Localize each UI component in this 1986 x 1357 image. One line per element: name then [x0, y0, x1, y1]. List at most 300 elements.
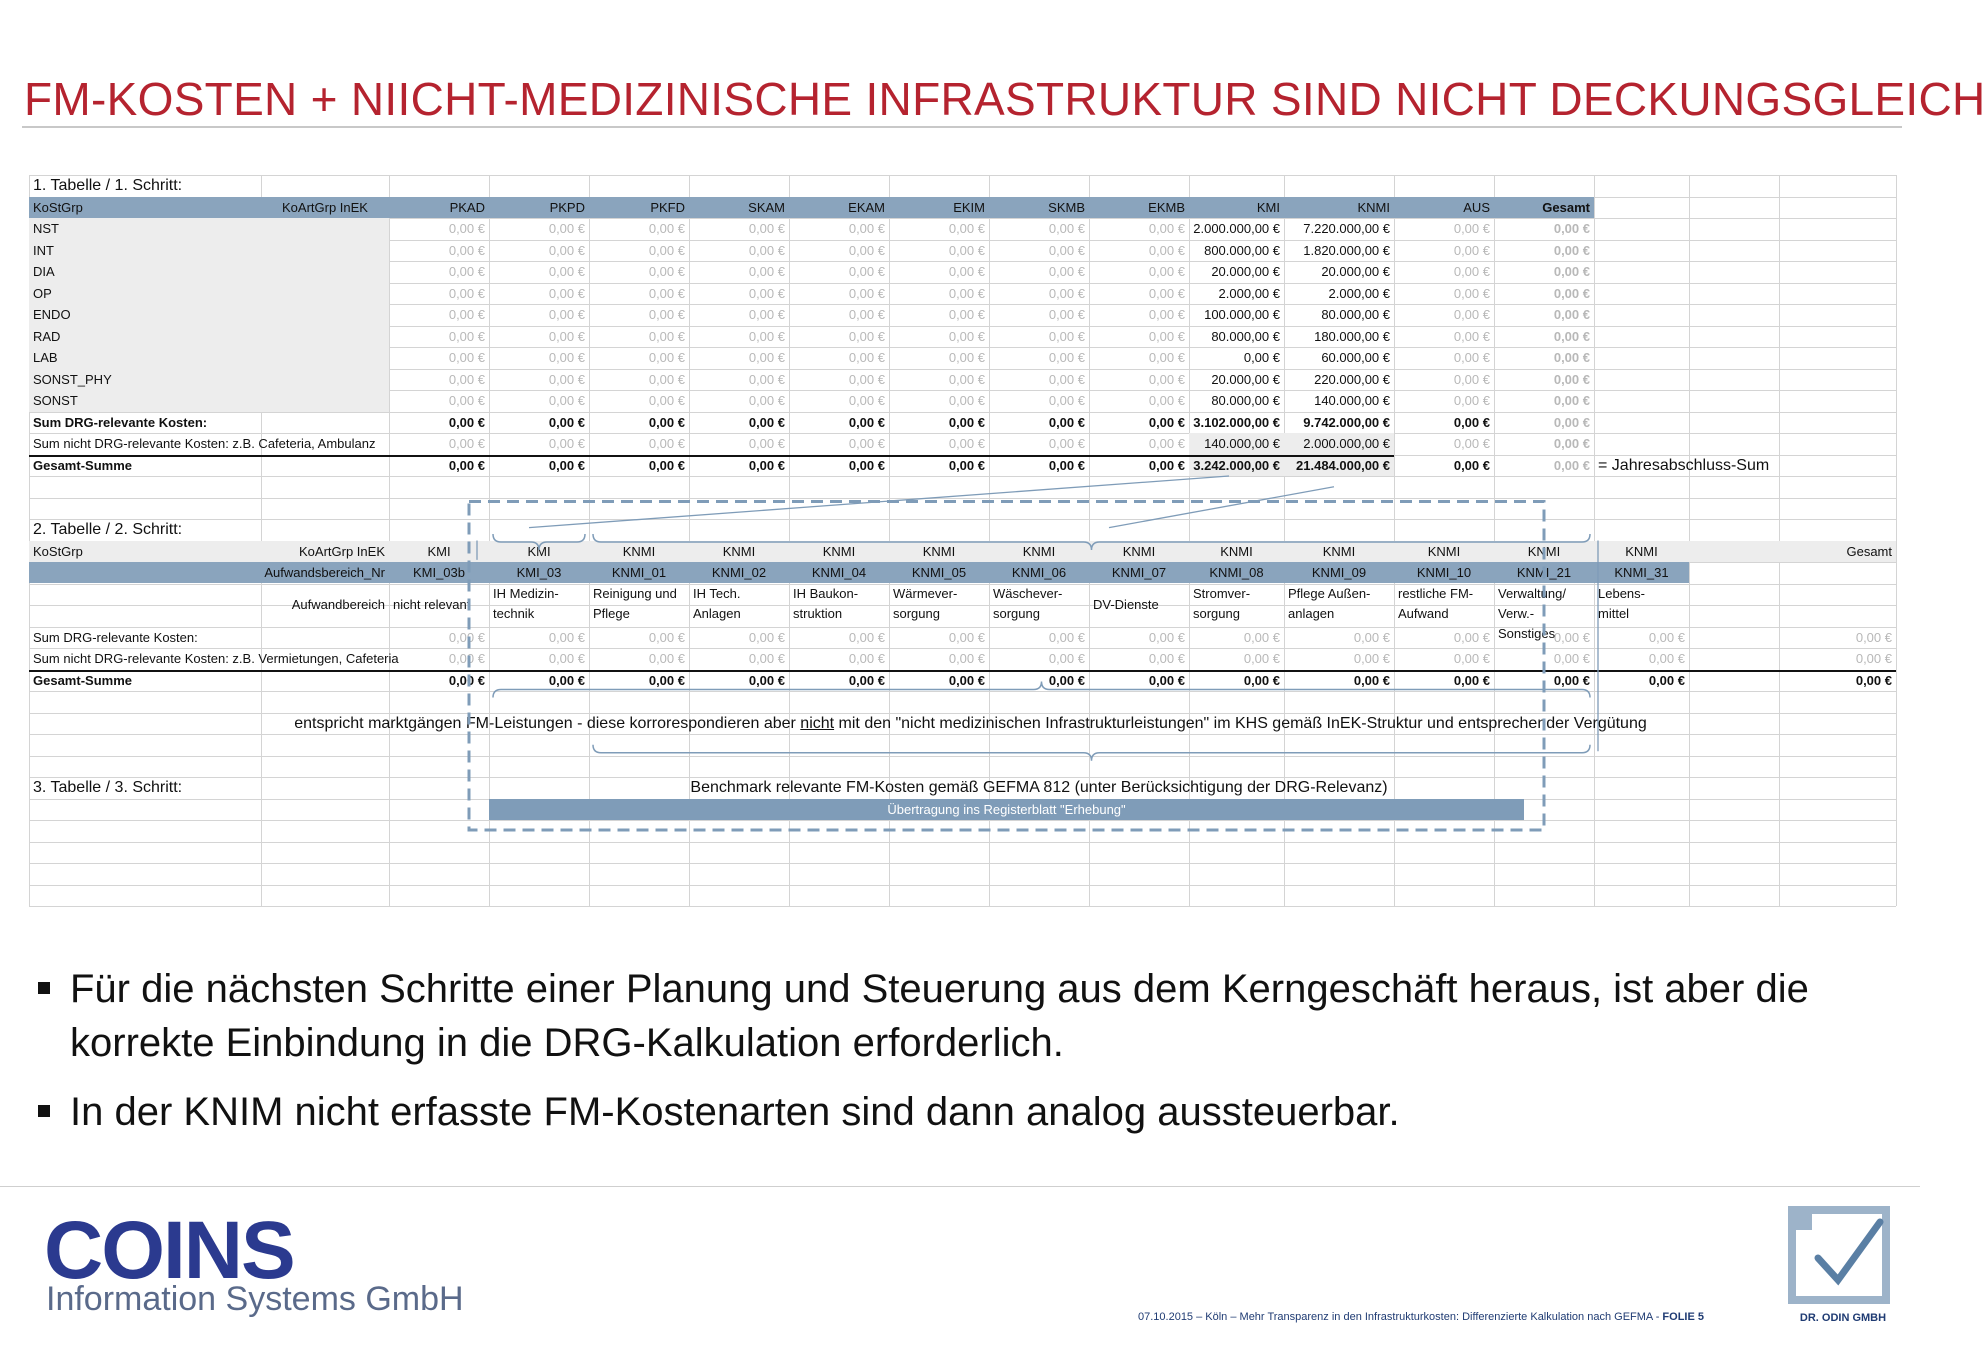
- table1-note: = Jahresabschluss-Sum: [1598, 456, 1770, 474]
- table1-zero-cell: 0,00 €: [848, 393, 885, 408]
- table2-zero-cell: 0,00 €: [448, 651, 485, 666]
- table1-zero-cell: 0,00 €: [448, 328, 485, 344]
- table1-zero-cell: 0,00 €: [848, 264, 885, 279]
- table1-zero-cell: 0,00 €: [1148, 285, 1185, 301]
- table1-total-cell: 0,00 €: [1553, 264, 1590, 279]
- table1-zero-cell: 0,00 €: [1453, 242, 1490, 258]
- table1-knmi-cell: 220.000,00 €: [1314, 371, 1390, 387]
- table1-knmi-cell: 60.000,00 €: [1321, 350, 1390, 365]
- table2-code-cell: KNMI_07: [1111, 565, 1167, 580]
- footer-text: [1138, 1311, 1704, 1323]
- table2-zero-cell: 0,00 €: [1453, 672, 1490, 688]
- table2-group-cell: KNMI: [822, 543, 856, 559]
- table1-zero-cell: 0,00 €: [848, 350, 885, 365]
- table2-zero-cell: 0,00 €: [1855, 651, 1892, 666]
- table1-zero-cell: 0,00 €: [1453, 350, 1490, 365]
- table2-area-line-2: mittel: [1598, 605, 1630, 621]
- table2-group-cell: KNMI: [1122, 543, 1156, 559]
- table2-group-cell: KNMI: [722, 543, 756, 559]
- table1-zero-cell: 0,00 €: [848, 371, 885, 387]
- table1-zero-cell: 0,00 €: [1148, 242, 1185, 258]
- table2-note-post: mit den "nicht medizinischen Infrastrukturleistungen" im KHS gemäß InEK-Struktur und entsprechender Vergütung: [834, 714, 1647, 732]
- table1-knmi-cell: 1.820.000,00 €: [1303, 242, 1390, 258]
- table1-row-label: INT: [33, 242, 54, 258]
- table1-zero-cell: 0,00 €: [948, 371, 985, 387]
- table2-code-cell: KNMI_06: [1011, 565, 1067, 580]
- table1-zero-cell: 0,00 €: [448, 457, 485, 473]
- table2-group-cell: KNMI: [922, 543, 956, 559]
- table2-zero-cell: 0,00 €: [1148, 629, 1185, 645]
- coins-logo-subtitle: Information Systems GmbH: [46, 1280, 464, 1318]
- table1-row-label: SONST: [33, 393, 78, 408]
- table1-zero-cell: 0,00 €: [1453, 307, 1490, 322]
- table2-area-line-2: technik: [493, 605, 535, 621]
- footer-date-place: 07.10.2015 – Köln – Mehr Transparenz in den Infrastrukturkosten: Differenzierte Kalkulation nach GEFMA -: [1138, 1311, 1663, 1323]
- table1-zero-cell: 0,00 €: [948, 264, 985, 279]
- table1-knmi-cell: 21.484.000,00 €: [1296, 457, 1390, 473]
- table1-zero-cell: 0,00 €: [1048, 242, 1085, 258]
- table1-row-label: Sum DRG-relevante Kosten:: [33, 414, 208, 430]
- table1-zero-cell: 0,00 €: [1048, 371, 1085, 387]
- table1-knmi-cell: 2.000,00 €: [1328, 285, 1390, 301]
- table1-zero-cell: 0,00 €: [748, 436, 785, 451]
- table2-zero-cell: 0,00 €: [1648, 672, 1685, 688]
- table2-aufwand-nr-label: Aufwandsbereich_Nr: [264, 565, 385, 580]
- table2-area-line-1: Stromver-: [1193, 585, 1251, 601]
- table1-row-label: Sum nicht DRG-relevante Kosten: z.B. Cafeteria, Ambulanz: [33, 436, 376, 451]
- table1-total-cell: 0,00 €: [1553, 328, 1590, 344]
- table1-zero-cell: 0,00 €: [948, 285, 985, 301]
- table1-zero-cell: 0,00 €: [448, 221, 485, 236]
- table2-zero-cell: 0,00 €: [1855, 672, 1892, 688]
- table2-group-cell: KMI: [527, 543, 551, 559]
- table1-zero-cell: 0,00 €: [1148, 350, 1185, 365]
- table2-area-line-2: Pflege: [593, 605, 630, 621]
- table1-total-cell: 0,00 €: [1553, 393, 1590, 408]
- table3-benchmark: Benchmark relevante FM-Kosten gemäß GEFMA 812 (unter Berücksichtigung der DRG-Relevanz): [690, 779, 1388, 796]
- coins-logo: [44, 1205, 564, 1328]
- table2-area-line-2: sorgung: [893, 605, 940, 621]
- table1-row-label: RAD: [33, 328, 61, 344]
- table1-zero-cell: 0,00 €: [1453, 457, 1490, 473]
- table2-zero-cell: 0,00 €: [648, 629, 685, 645]
- table2-area-line-1: Pflege Außen-: [1288, 585, 1371, 601]
- table2-group-cell: KNMI: [1527, 543, 1561, 559]
- table1-row-label: ENDO: [33, 307, 71, 322]
- table2-group-cell: KMI: [427, 543, 451, 559]
- table2-zero-cell: 0,00 €: [1453, 629, 1490, 645]
- table2-area-line-1: IH Baukon-: [793, 585, 859, 601]
- table1-zero-cell: 0,00 €: [748, 328, 785, 344]
- table2-row-label: Sum nicht DRG-relevante Kosten: z.B. Vermietungen, Cafeteria: [33, 651, 399, 666]
- table1-zero-cell: 0,00 €: [1048, 436, 1085, 451]
- table1-total-cell: 0,00 €: [1553, 350, 1590, 365]
- table2-zero-cell: 0,00 €: [448, 629, 485, 645]
- table2-zero-cell: 0,00 €: [1453, 651, 1490, 666]
- table2-area-line-2: sorgung: [993, 605, 1040, 621]
- table1-header-cell: KoStGrp: [33, 199, 83, 215]
- table2-code-cell: KNMI_05: [911, 565, 967, 580]
- table1-kmi-cell: 3.242.000,00 €: [1193, 457, 1280, 473]
- table1-header-cell: EKIM: [953, 199, 985, 215]
- table1-knmi-cell: 80.000,00 €: [1321, 307, 1390, 322]
- table1-zero-cell: 0,00 €: [548, 414, 585, 430]
- table1-total-cell: 0,00 €: [1553, 242, 1590, 258]
- table1-row-label: SONST_PHY: [33, 371, 112, 387]
- table1-zero-cell: 0,00 €: [948, 393, 985, 408]
- table2-zero-cell: 0,00 €: [448, 672, 485, 688]
- coins-logo-word: COINS: [44, 1205, 294, 1296]
- table1-zero-cell: 0,00 €: [648, 307, 685, 322]
- brace-knmi-icon: [593, 534, 1590, 550]
- table1-zero-cell: 0,00 €: [448, 307, 485, 322]
- table1-zero-cell: 0,00 €: [948, 328, 985, 344]
- table1-total-cell: 0,00 €: [1553, 414, 1590, 430]
- slide-title: FM-KOSTEN + NIICHT-MEDIZINISCHE INFRASTRUKTUR SIND NICHT DECKUNGSGLEICH: [24, 73, 1986, 125]
- table2-zero-cell: 0,00 €: [848, 672, 885, 688]
- table1-zero-cell: 0,00 €: [748, 414, 785, 430]
- table2-zero-cell: 0,00 €: [1353, 629, 1390, 645]
- bullet-square-icon: [38, 982, 50, 994]
- table1-zero-cell: 0,00 €: [448, 371, 485, 387]
- table1-zero-cell: 0,00 €: [448, 242, 485, 258]
- table2-group-cell: KNMI: [1322, 543, 1356, 559]
- odin-logo-name: DR. ODIN GMBH: [1799, 1312, 1887, 1324]
- table1-total-cell: 0,00 €: [1553, 371, 1590, 387]
- bullet-text-1: Für die nächsten Schritte einer Planung und Steuerung aus dem Kerngeschäft heraus, ist aber die korrekte Einbindung in die DRG-Kalkulation erforderlich.: [70, 967, 1809, 1065]
- table2-zero-cell: 0,00 €: [748, 651, 785, 666]
- table2-area-line-1: DV-Dienste: [1093, 596, 1159, 612]
- table1-kmi-cell: 140.000,00 €: [1204, 436, 1280, 451]
- table1-zero-cell: 0,00 €: [548, 307, 585, 322]
- table1-zero-cell: 0,00 €: [1453, 221, 1490, 236]
- table1-caption: 1. Tabelle / 1. Schritt:: [33, 177, 183, 194]
- table1-kmi-cell: 2.000.000,00 €: [1193, 221, 1280, 236]
- table1-header-cell: Gesamt: [1542, 199, 1590, 215]
- table1-knmi-cell: 9.742.000,00 €: [1303, 414, 1390, 430]
- table2-zero-cell: 0,00 €: [848, 629, 885, 645]
- table1-zero-cell: 0,00 €: [1048, 328, 1085, 344]
- bullet-square-icon: [38, 1105, 50, 1117]
- table1-header-cell: SKMB: [1048, 199, 1085, 215]
- table1-row-label: OP: [33, 285, 52, 301]
- table2-area-line-1: Wärmever-: [893, 585, 958, 601]
- table2-zero-cell: 0,00 €: [1855, 629, 1892, 645]
- table1-total-cell: 0,00 €: [1553, 221, 1590, 236]
- table1-zero-cell: 0,00 €: [1048, 307, 1085, 322]
- table1-zero-cell: 0,00 €: [648, 414, 685, 430]
- table1-header-cell: PKPD: [549, 199, 585, 215]
- table1-zero-cell: 0,00 €: [548, 350, 585, 365]
- table2-zero-cell: 0,00 €: [1553, 651, 1590, 666]
- table1-zero-cell: 0,00 €: [648, 242, 685, 258]
- table2-zero-cell: 0,00 €: [648, 651, 685, 666]
- table1-zero-cell: 0,00 €: [948, 350, 985, 365]
- table2-note-pre: entspricht marktgängen FM-Leistungen - diese korrorespondieren aber: [294, 714, 801, 732]
- table1-zero-cell: 0,00 €: [1148, 264, 1185, 279]
- table2-group-cell: KNMI: [622, 543, 656, 559]
- table1-zero-cell: 0,00 €: [548, 371, 585, 387]
- table1-header-cell: SKAM: [748, 199, 785, 215]
- table1-header-cell: EKAM: [848, 199, 885, 215]
- spreadsheet: [29, 175, 1896, 905]
- table1-zero-cell: 0,00 €: [1453, 371, 1490, 387]
- table1-zero-cell: 0,00 €: [1148, 328, 1185, 344]
- table2-zero-cell: 0,00 €: [548, 651, 585, 666]
- table2-zero-cell: 0,00 €: [1243, 672, 1280, 688]
- table1-zero-cell: 0,00 €: [1048, 393, 1085, 408]
- table1-zero-cell: 0,00 €: [648, 436, 685, 451]
- table1-zero-cell: 0,00 €: [648, 350, 685, 365]
- table2-row-label: Gesamt-Summe: [33, 672, 132, 688]
- table1-zero-cell: 0,00 €: [1453, 328, 1490, 344]
- table1-zero-cell: 0,00 €: [548, 221, 585, 236]
- table1-header-cell: KMI: [1256, 199, 1280, 215]
- table1-zero-cell: 0,00 €: [548, 328, 585, 344]
- table1-row-label: NST: [33, 221, 59, 236]
- table2-area-line-1: Verwaltung/: [1498, 585, 1566, 601]
- table2-zero-cell: 0,00 €: [1148, 672, 1185, 688]
- table3-transfer-bar: Übertragung ins Registerblatt "Erhebung": [489, 799, 1524, 820]
- table1-zero-cell: 0,00 €: [648, 393, 685, 408]
- table1-header-cell: PKAD: [449, 199, 485, 215]
- table1-zero-cell: 0,00 €: [1148, 393, 1185, 408]
- table1-total-cell: 0,00 €: [1553, 307, 1590, 322]
- table1-zero-cell: 0,00 €: [1048, 414, 1085, 430]
- odin-logo: [1788, 1206, 1898, 1334]
- table1-zero-cell: 0,00 €: [848, 436, 885, 451]
- table1-kmi-cell: 20.000,00 €: [1211, 264, 1280, 279]
- footer-slide-number: FOLIE 5: [1662, 1311, 1704, 1323]
- table2-row-label: Sum DRG-relevante Kosten:: [33, 629, 198, 645]
- table1-knmi-cell: 20.000,00 €: [1321, 264, 1390, 279]
- table1-zero-cell: 0,00 €: [1453, 393, 1490, 408]
- table1-knmi-cell: 7.220.000,00 €: [1303, 221, 1390, 236]
- table2-area-line-2: Verw.-Sonstiges: [1498, 605, 1556, 641]
- table1-zero-cell: 0,00 €: [548, 436, 585, 451]
- table2-area-line-1: restliche FM-: [1398, 585, 1474, 601]
- table1-zero-cell: 0,00 €: [1148, 221, 1185, 236]
- table2-zero-cell: 0,00 €: [648, 672, 685, 688]
- table1-zero-cell: 0,00 €: [948, 242, 985, 258]
- table2-code-cell: KNMI_10: [1416, 565, 1472, 580]
- table2-zero-cell: 0,00 €: [948, 629, 985, 645]
- table1-zero-cell: 0,00 €: [748, 285, 785, 301]
- table1-zero-cell: 0,00 €: [948, 221, 985, 236]
- table2-area-line-1: IH Medizin-: [493, 585, 559, 601]
- table1-knmi-cell: 2.000.000,00 €: [1303, 436, 1390, 451]
- table2-group-cell: KNMI: [1625, 543, 1658, 559]
- table2-zero-cell: 0,00 €: [548, 629, 585, 645]
- table2-zero-cell: 0,00 €: [1553, 672, 1590, 688]
- arrow-knmi-line: [1109, 487, 1334, 528]
- table1-zero-cell: 0,00 €: [1148, 414, 1185, 430]
- table2-code-cell: KNMI_04: [811, 565, 867, 580]
- table1-header-cell: AUS: [1463, 199, 1490, 215]
- table1-zero-cell: 0,00 €: [448, 285, 485, 301]
- table1-zero-cell: 0,00 €: [848, 307, 885, 322]
- table2-code-cell: KMI_03b: [412, 565, 466, 580]
- table2-koart-label: KoArtGrp InEK: [299, 543, 385, 559]
- table2-zero-cell: 0,00 €: [748, 672, 785, 688]
- table2-area-line-1: IH Tech.: [693, 585, 741, 601]
- table2-group-cell: KNMI: [1022, 543, 1056, 559]
- table1-zero-cell: 0,00 €: [548, 393, 585, 408]
- table1-zero-cell: 0,00 €: [1048, 221, 1085, 236]
- table2-caption: 2. Tabelle / 2. Schritt:: [33, 521, 183, 538]
- table1-zero-cell: 0,00 €: [1048, 350, 1085, 365]
- table1-knmi-cell: 140.000,00 €: [1314, 393, 1390, 408]
- table1-zero-cell: 0,00 €: [1453, 264, 1490, 279]
- table1-zero-cell: 0,00 €: [648, 264, 685, 279]
- brace-kmi-icon: [493, 534, 585, 550]
- table1-zero-cell: 0,00 €: [748, 242, 785, 258]
- table1-zero-cell: 0,00 €: [1148, 371, 1185, 387]
- grid-line-vertical: [1896, 175, 1897, 906]
- table2-area-line-2: Anlagen: [693, 605, 741, 621]
- table1-kmi-cell: 3.102.000,00 €: [1193, 414, 1280, 430]
- table1-zero-cell: 0,00 €: [848, 221, 885, 236]
- table1-zero-cell: 0,00 €: [848, 457, 885, 473]
- table1-zero-cell: 0,00 €: [448, 414, 485, 430]
- table2-group-cell: KNMI: [1220, 543, 1253, 559]
- table1-zero-cell: 0,00 €: [448, 350, 485, 365]
- table1-header-cell: KNMI: [1357, 199, 1390, 215]
- table1-zero-cell: 0,00 €: [1453, 285, 1490, 301]
- table1-zero-cell: 0,00 €: [448, 264, 485, 279]
- table2-code-cell: KNMI_09: [1311, 565, 1367, 580]
- table1-kmi-cell: 80.000,00 €: [1211, 393, 1280, 408]
- table2-zero-cell: 0,00 €: [1553, 629, 1590, 645]
- table1-zero-cell: 0,00 €: [448, 393, 485, 408]
- table2-area-line-1: Wäschever-: [993, 585, 1063, 601]
- table1-row-label: DIA: [33, 264, 55, 279]
- table1-zero-cell: 0,00 €: [748, 457, 785, 473]
- table2-aufwand-label: Aufwandbereich: [291, 596, 385, 612]
- table2-zero-cell: 0,00 €: [948, 672, 985, 688]
- table2-zero-cell: 0,00 €: [1648, 651, 1685, 666]
- table1-row-label: LAB: [33, 350, 58, 365]
- table1-zero-cell: 0,00 €: [748, 393, 785, 408]
- table1-zero-cell: 0,00 €: [1148, 457, 1185, 473]
- table2-code-cell: KNMI_01: [611, 565, 667, 580]
- table2-zero-cell: 0,00 €: [748, 629, 785, 645]
- table2-area-line-2: Aufwand: [1398, 605, 1449, 621]
- table2-zero-cell: 0,00 €: [1048, 629, 1085, 645]
- table1-header-cell: KoArtGrp InEK: [282, 199, 368, 215]
- table1-kmi-cell: 2.000,00 €: [1218, 285, 1280, 301]
- table2-area-line-1: Reinigung und: [593, 585, 677, 601]
- table1-zero-cell: 0,00 €: [1453, 414, 1490, 430]
- table1-zero-cell: 0,00 €: [848, 328, 885, 344]
- table1-kmi-cell: 80.000,00 €: [1211, 328, 1280, 344]
- table1-zero-cell: 0,00 €: [748, 221, 785, 236]
- table2-area-line-1: nicht relevant: [393, 596, 471, 612]
- table1-zero-cell: 0,00 €: [648, 371, 685, 387]
- table2-row-label: KoStGrp: [33, 543, 83, 559]
- table1-zero-cell: 0,00 €: [548, 285, 585, 301]
- table1-zero-cell: 0,00 €: [1048, 285, 1085, 301]
- table1-kmi-cell: 800.000,00 €: [1204, 242, 1280, 258]
- table1-total-cell: 0,00 €: [1553, 457, 1590, 473]
- table1-header-cell: EKMB: [1148, 199, 1185, 215]
- table1-zero-cell: 0,00 €: [448, 436, 485, 451]
- table1-zero-cell: 0,00 €: [648, 328, 685, 344]
- table2-zero-cell: 0,00 €: [848, 651, 885, 666]
- table1-zero-cell: 0,00 €: [848, 285, 885, 301]
- table2-zero-cell: 0,00 €: [548, 672, 585, 688]
- table1-knmi-cell: 180.000,00 €: [1314, 328, 1390, 344]
- table1-total-cell: 0,00 €: [1553, 285, 1590, 301]
- table1-zero-cell: 0,00 €: [748, 371, 785, 387]
- table1-zero-cell: 0,00 €: [648, 285, 685, 301]
- table1-zero-cell: 0,00 €: [1048, 457, 1085, 473]
- table1-zero-cell: 0,00 €: [948, 436, 985, 451]
- table2-area-line-2: sorgung: [1193, 605, 1240, 621]
- table2-group-cell: KNMI: [1427, 543, 1461, 559]
- table2-code-cell: KNMI_21: [1516, 565, 1572, 580]
- table2-area-line-2: anlagen: [1288, 605, 1335, 621]
- table1-zero-cell: 0,00 €: [948, 307, 985, 322]
- table1-zero-cell: 0,00 €: [748, 350, 785, 365]
- table2-group-cell: Gesamt: [1846, 543, 1892, 559]
- bullet-text-2: In der KNIM nicht erfasste FM-Kostenarten sind dann analog aussteuerbar.: [70, 1090, 1400, 1134]
- table2-zero-cell: 0,00 €: [1353, 672, 1390, 688]
- table2-note-emphasis: nicht: [800, 714, 835, 732]
- table1-zero-cell: 0,00 €: [748, 264, 785, 279]
- table2-code-cell: KNMI_31: [1614, 565, 1669, 580]
- grid-line-horizontal: [29, 906, 1896, 907]
- table1-zero-cell: 0,00 €: [548, 264, 585, 279]
- table2-area-line-2: struktion: [793, 605, 843, 621]
- table2-zero-cell: 0,00 €: [1648, 629, 1685, 645]
- table1-zero-cell: 0,00 €: [948, 414, 985, 430]
- brace-sum-icon: [493, 681, 1590, 697]
- table2-zero-cell: 0,00 €: [1148, 651, 1185, 666]
- table1-row-label: Gesamt-Summe: [33, 457, 132, 473]
- table2-zero-cell: 0,00 €: [1353, 651, 1390, 666]
- table1-header-cell: PKFD: [650, 199, 685, 215]
- table1-zero-cell: 0,00 €: [1148, 307, 1185, 322]
- table2-zero-cell: 0,00 €: [1243, 629, 1280, 645]
- footer-divider: [0, 1186, 1920, 1187]
- table1-zero-cell: 0,00 €: [1453, 436, 1490, 451]
- table2-zero-cell: 0,00 €: [1048, 651, 1085, 666]
- table2-code-cell: KNMI_08: [1209, 565, 1264, 580]
- table2-zero-cell: 0,00 €: [948, 651, 985, 666]
- dashed-frame: [469, 502, 1544, 831]
- table1-total-cell: 0,00 €: [1553, 436, 1590, 451]
- table1-zero-cell: 0,00 €: [548, 457, 585, 473]
- table1-kmi-cell: 100.000,00 €: [1204, 307, 1280, 322]
- table1-zero-cell: 0,00 €: [748, 307, 785, 322]
- brace-note-icon: [593, 745, 1590, 761]
- table2-code-cell: KMI_03: [516, 565, 562, 580]
- table1-zero-cell: 0,00 €: [848, 414, 885, 430]
- table1-kmi-cell: 0,00 €: [1243, 350, 1280, 365]
- table1-zero-cell: 0,00 €: [1148, 436, 1185, 451]
- table1-kmi-cell: 20.000,00 €: [1211, 371, 1280, 387]
- table1-zero-cell: 0,00 €: [848, 242, 885, 258]
- table1-zero-cell: 0,00 €: [548, 242, 585, 258]
- table2-code-cell: KNMI_02: [711, 565, 767, 580]
- table2-zero-cell: 0,00 €: [1243, 651, 1280, 666]
- table2-zero-cell: 0,00 €: [1048, 672, 1085, 688]
- table1-zero-cell: 0,00 €: [1048, 264, 1085, 279]
- title-divider: [22, 126, 1902, 128]
- table2-area-line-1: Lebens-: [1598, 585, 1645, 601]
- table3-caption: 3. Tabelle / 3. Schritt:: [33, 779, 183, 796]
